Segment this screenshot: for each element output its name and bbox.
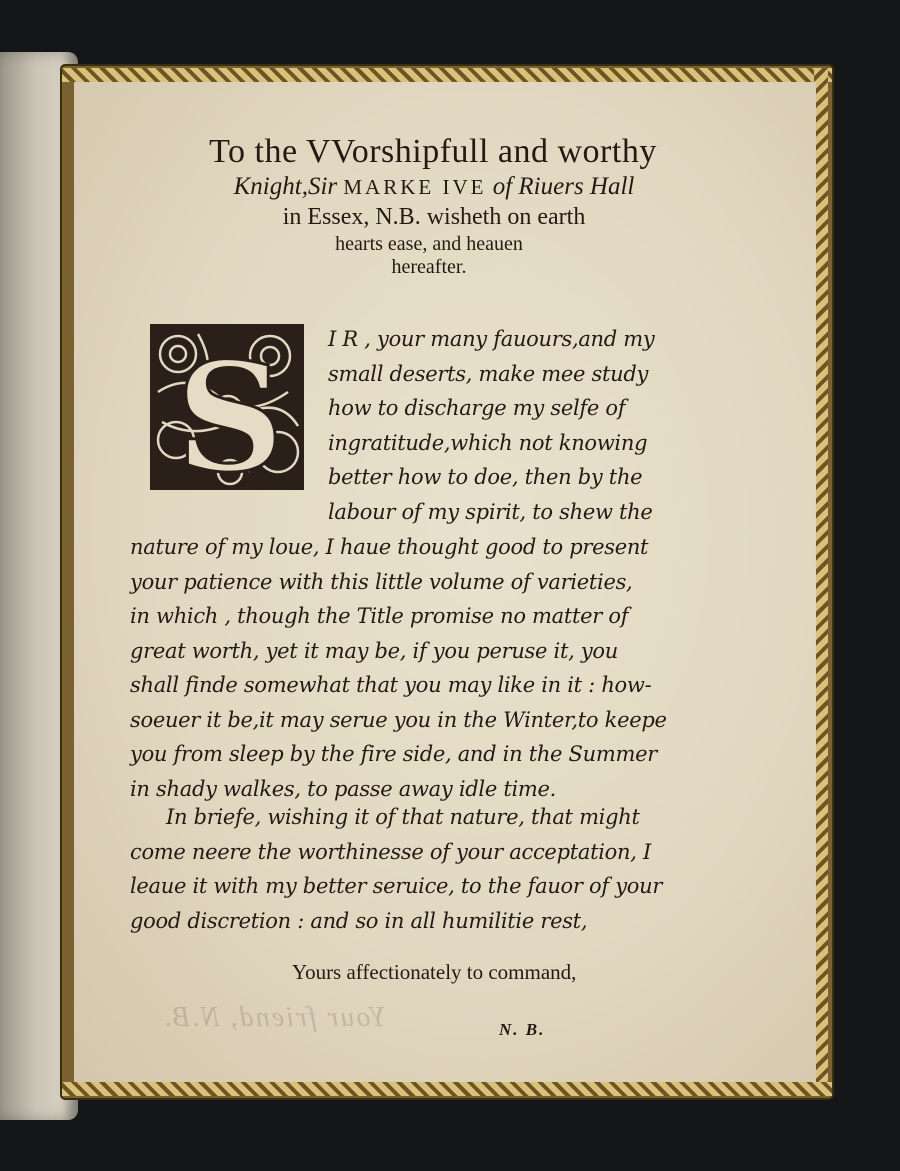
text-line: shall finde somewhat that you may like in it : how-	[130, 673, 652, 697]
text-line: In briefe, wishing it of that nature, that might	[166, 805, 640, 829]
text-line: soeuer it be,it may serue you in the Winter,to keepe	[130, 707, 667, 732]
gilt-edge-top	[62, 68, 832, 82]
body-indented-block	[328, 322, 655, 529]
title-line-5: hereafter.	[391, 256, 467, 278]
title-line-2-a: Knight,Sir	[233, 173, 338, 200]
title-line-2	[144, 172, 724, 202]
ornamental-dropcap-s	[148, 322, 306, 492]
body-full-block	[130, 530, 667, 806]
text-line: leaue it with my better seruice, to the fauor of your	[130, 874, 663, 898]
signature: N. B.	[499, 1020, 546, 1039]
text-line: nature of my loue, I haue thought good to present	[130, 535, 649, 559]
title-line-1: To the VVorshipfull and worthy	[209, 133, 657, 170]
text-line: you from sleep by the fire side, and in the Summer	[130, 742, 657, 766]
text-line: in shady walkes, to passe away idle time.	[130, 776, 556, 801]
show-through-text: Your friend, N.B.	[162, 1002, 386, 1033]
text-line: come neere the worthinesse of your acceptation, I	[130, 839, 651, 864]
text-line: good discretion : and so in all humilitie rest,	[130, 908, 588, 933]
gilt-edge-right	[814, 68, 828, 1096]
title-line-2-b: of Riuers Hall	[492, 173, 635, 200]
text-line: in which , though the Title promise no matter of	[130, 604, 629, 628]
dropcap-letter: S	[175, 330, 285, 492]
text-line: your patience with this little volume of varieties,	[130, 569, 633, 594]
text-line: better how to doe, then by the	[328, 465, 643, 489]
text-line: labour of my spirit, to shew the	[328, 499, 653, 524]
gilt-edge-bottom	[62, 1082, 832, 1096]
body-paragraph-2	[130, 800, 663, 938]
text-line: I R , your many fauours,and my	[328, 327, 655, 351]
text-line: small deserts, make mee study	[328, 361, 649, 386]
text-line: ingratitude,which not knowing	[328, 430, 648, 455]
text-line: great worth, yet it may be, if you peruse it, you	[130, 638, 618, 663]
title-line-2-name: MARKE IVE	[343, 175, 487, 199]
dedication-title	[164, 132, 724, 278]
text-line: how to discharge my selfe of	[328, 396, 626, 420]
title-line-3: in Essex, N.B. wisheth on earth	[282, 204, 586, 230]
title-line-4: hearts ease, and heauen	[335, 233, 523, 255]
closing-line: Yours affectionately to command,	[292, 960, 577, 984]
book-page	[74, 82, 816, 1082]
